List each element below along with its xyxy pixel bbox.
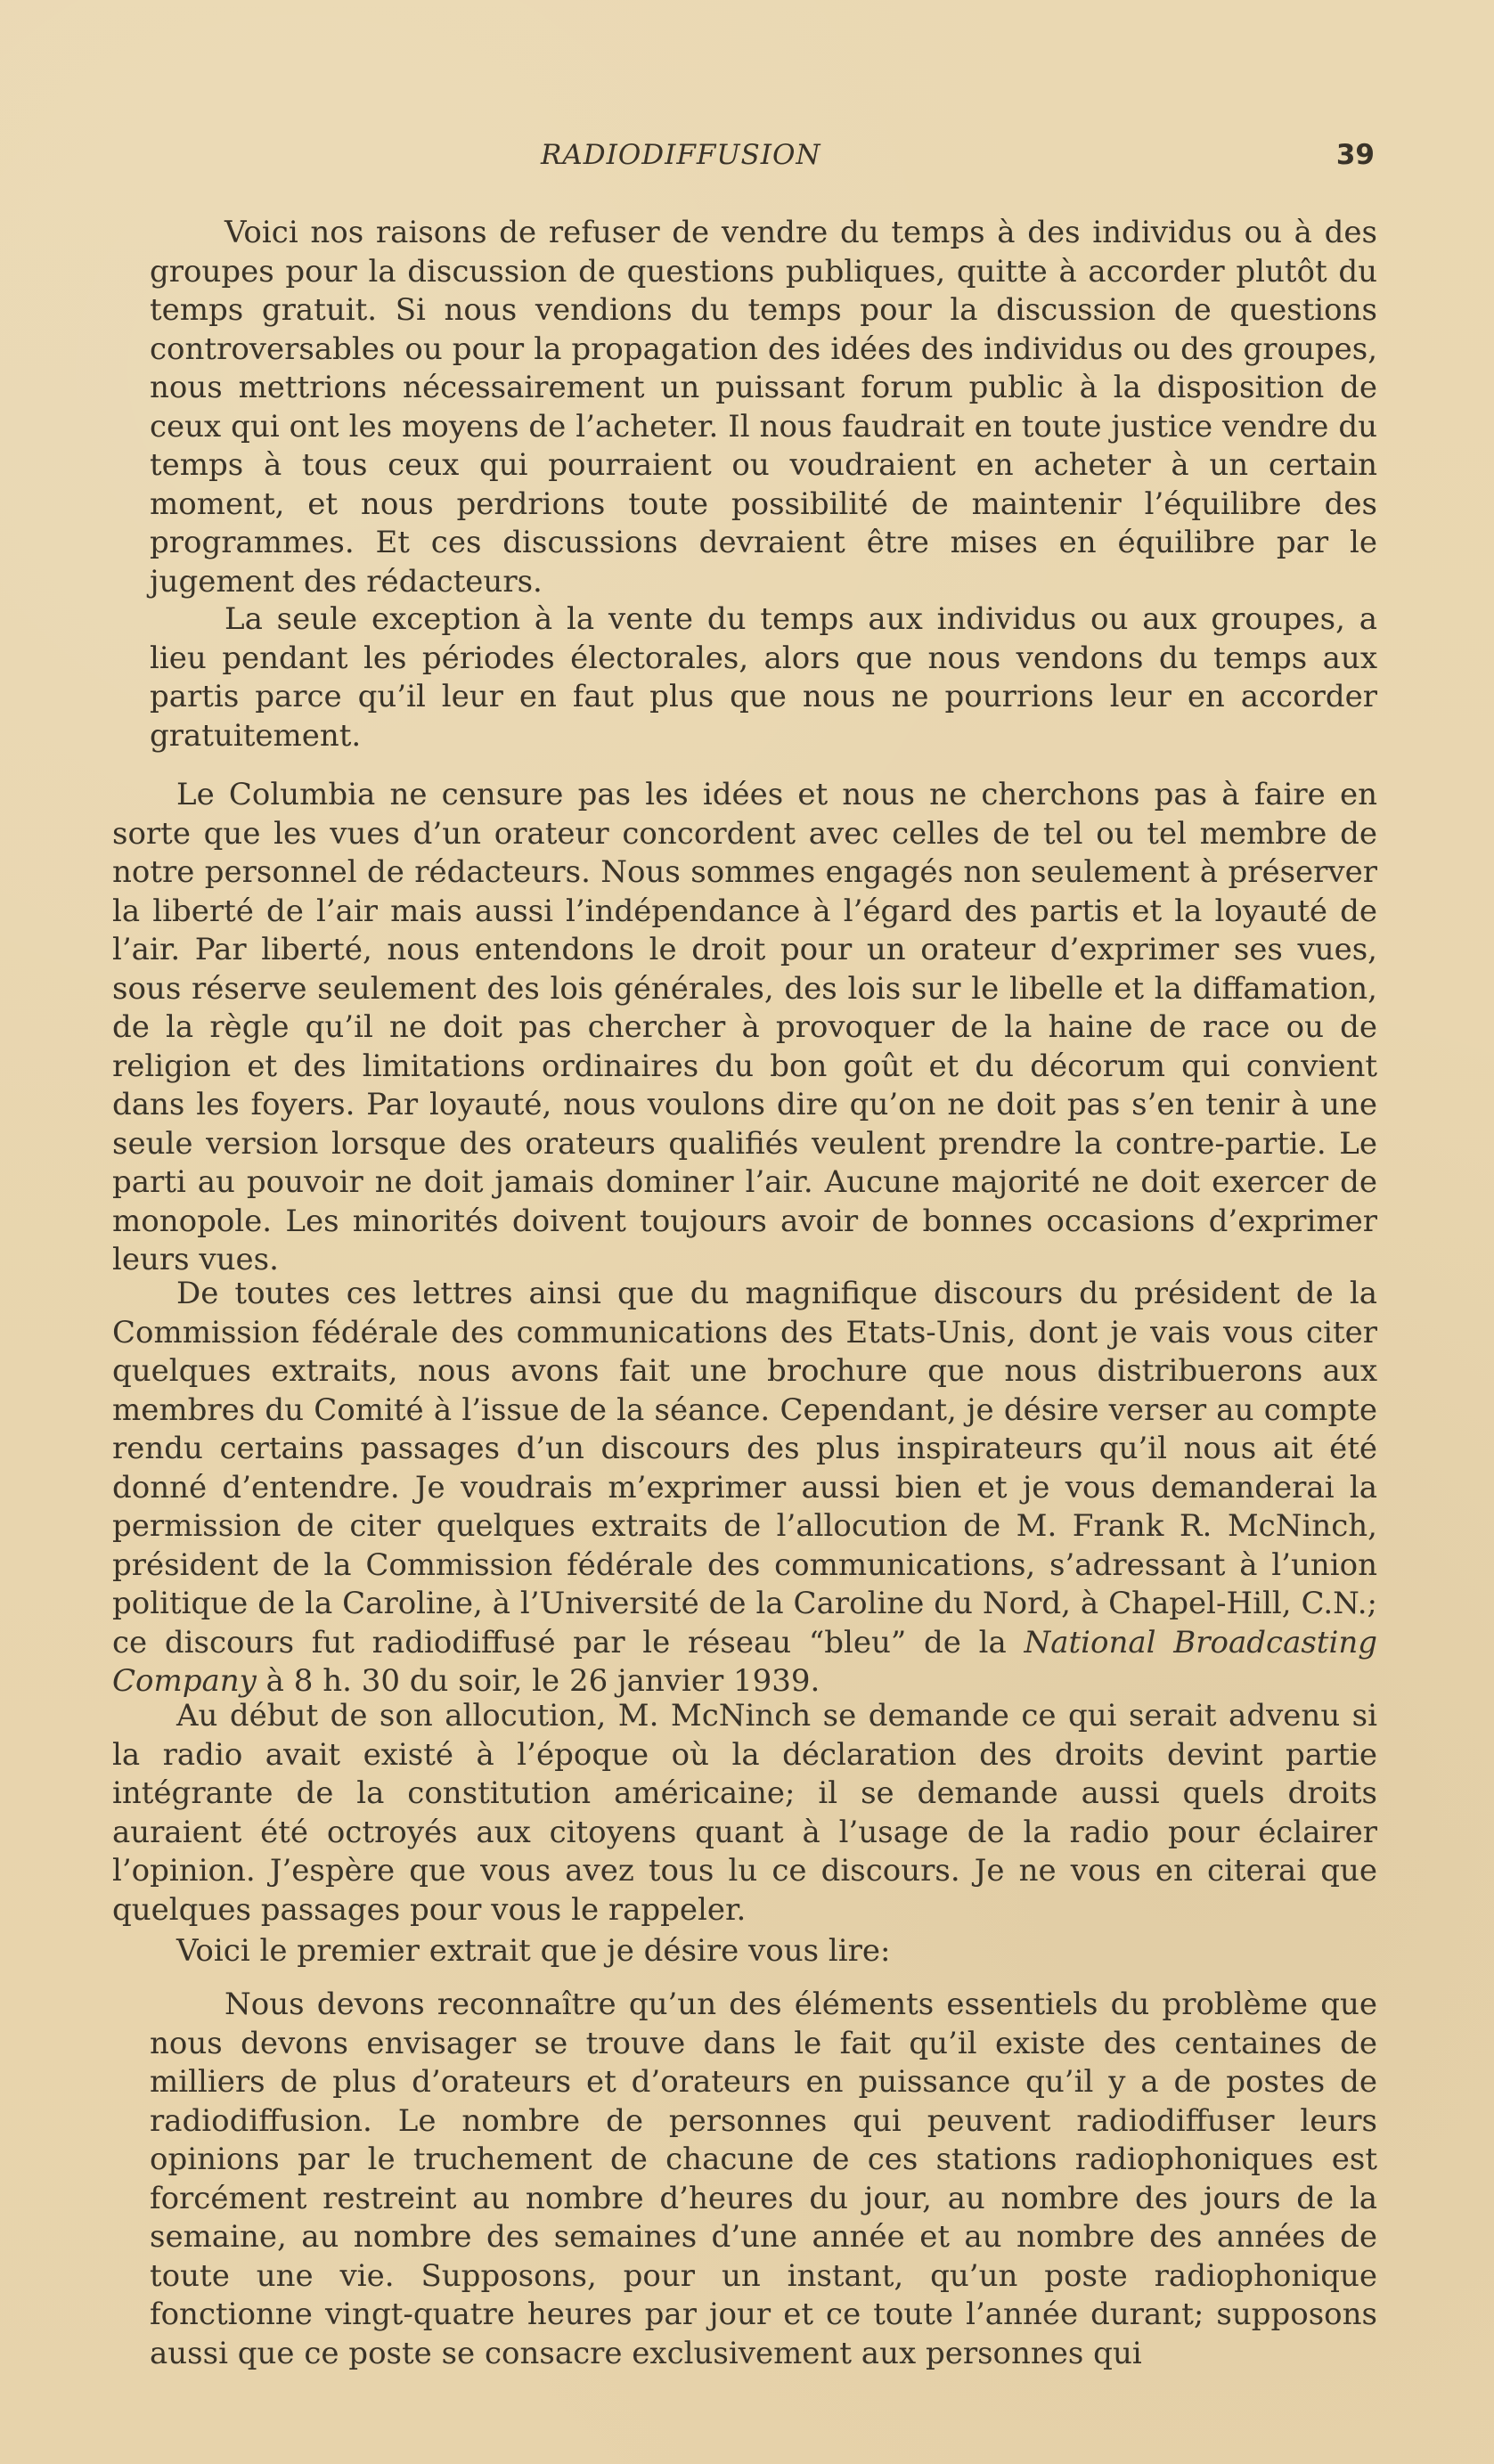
quote-block-1 [150,214,1377,601]
body-paragraph-3 [112,1697,1377,1930]
body-paragraph-4 [112,1932,1377,1971]
page-header [0,139,1494,182]
page-body [0,214,1494,2423]
body-paragraph-4-text: Voici le premier extrait que je désire vous lire: [176,1933,891,1969]
body-paragraph-1 [112,776,1377,1280]
quote-paragraph-3: Nous devons reconnaître qu’un des éléments essentiels du problème que nous devons envisager se trouve dans le fait qu’il existe des centaines de milliers de plus d’orateurs et d’orateurs en puissance qu’il y a de postes de radiodiffusion. Le nombre de personnes qui peuvent radiodiffuser leurs opinions par le truchement de chacune de ces stations radiophoniques est forcément restreint au nombre d’heures du jour, au nombre des jours de la semaine, au nombre des semaines d’une année et au nombre des années de toute une vie. Supposons, pour un instant, qu’un poste radiophonique fonctionne vingt-quatre heures par jour et ce toute l’année durant; supposons aussi que ce poste se consacre exclusivement aux personnes qui [150,1987,1377,2371]
body-paragraph-2-text-after: à 8 h. 30 du soir, le 26 janvier 1939. [256,1663,820,1699]
quote-block-2 [150,600,1377,755]
running-head: RADIODIFFUSION [541,139,821,171]
quote-paragraph-1: Voici nos raisons de refuser de vendre du temps à des individus ou à des groupes pour la discussion de questions publiques, quitte à accorder plutôt du temps gratuit. Si nous vendions du temps pour la discussion de questions controversables ou pour la propagation des idées des individus ou des groupes, nous mettrions nécessairement un puissant forum public à la disposition de ceux qui ont les moyens de l’acheter. Il nous faudrait en toute justice vendre du temps à tous ceux qui pourraient ou voudraient en acheter à un certain moment, et nous perdrions toute possibilité de maintenir l’équilibre des programmes. Et ces discussions devraient être mises en équilibre par le jugement des rédacteurs. [150,215,1377,600]
page-number: 39 [1335,139,1375,171]
quote-block-3 [150,1986,1377,2373]
quote-paragraph-2: La seule exception à la vente du temps aux individus ou aux groupes, a lieu pendant les périodes électorales, alors que nous vendons du temps aux partis parce qu’il leur en faut plus que nous ne pourrions leur en accorder gratuitement. [150,601,1377,754]
body-paragraph-2-text-before: De toutes ces lettres ainsi que du magnifique discours du président de la Commission fédérale des communications des Etats-Unis, dont je vais vous citer quelques extraits, nous avons fait une brochure que nous distribuerons aux membres du Comité à l’issue de la séance. Cependant, je désire verser au compte rendu certains passages d’un discours des plus inspirateurs qu’il nous ait été donné d’entendre. Je voudrais m’exprimer aussi bien et je vous demanderai la permission de citer quelques extraits de l’allocution de M. Frank R. McNinch, président de la Commission fédérale des communications, s’adressant à l’union politique de la Caroline, à l’Université de la Caroline du Nord, à Chapel-Hill, C.N.; ce discours fut radiodiffusé par le réseau “bleu” de la [112,1276,1377,1660]
body-paragraph-3-text: Au début de son allocution, M. McNinch se demande ce qui serait advenu si la radio avait existé à l’époque où la déclaration des droits devint partie intégrante de la constitution américaine; il se demande aussi quels droits auraient été octroyés aux citoyens quant à l’usage de la radio pour éclairer l’opinion. J’espère que vous avez tous lu ce discours. Je ne vous en citerai que quelques passages pour vous le rappeler. [112,1698,1377,1928]
body-paragraph-1-text: Le Columbia ne censure pas les idées et nous ne cherchons pas à faire en sorte que les vues d’un orateur concordent avec celles de tel ou tel membre de notre personnel de rédacteurs. Nous sommes engagés non seulement à préserver la liberté de l’air mais aussi l’indépendance à l’égard des partis et la loyauté de l’air. Par liberté, nous entendons le droit pour un orateur d’exprimer ses vues, sous réserve seulement des lois générales, des lois sur le libelle et la diffamation, de la règle qu’il ne doit pas chercher à provoquer de la haine de race ou de religion et des limitations ordinaires du bon goût et du décorum qui convient dans les foyers. Par loyauté, nous voulons dire qu’on ne doit pas s’en tenir à une seule version lorsque des orateurs qualifiés veulent prendre la contre-partie. Le parti au pouvoir ne doit jamais dominer l’air. Aucune majorité ne doit exercer de monopole. Les minorités doivent toujours avoir de bonnes occasions d’exprimer leurs vues. [112,777,1377,1277]
body-paragraph-2 [112,1275,1377,1701]
body-paragraph-2-italic-text: National Broadcasting Company [112,1624,1377,1699]
